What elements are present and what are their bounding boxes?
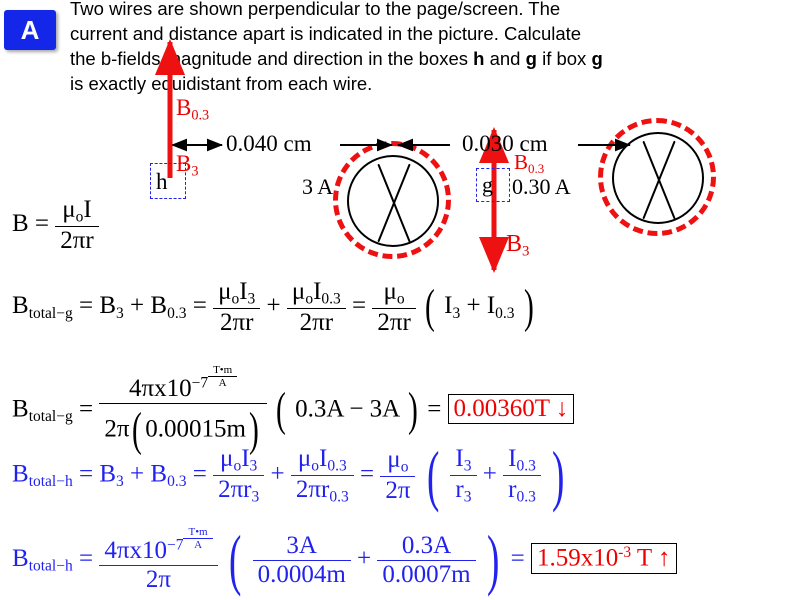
eq3-num-exp: −7	[191, 374, 209, 392]
label-b3-h-sub: 3	[191, 163, 199, 180]
eq4-equals-1: =	[78, 460, 94, 488]
eq4-f2-den-main: 2πr	[295, 476, 330, 504]
eq2-f2-I-sub: 0.3	[321, 290, 341, 308]
eq4-in2-I: I	[508, 445, 517, 473]
eq4-f1-mu-sub: o	[233, 457, 242, 475]
eq2-f1-I-sub: 3	[247, 290, 256, 308]
eq1-numerator	[55, 196, 98, 226]
label-b3-h	[176, 152, 198, 179]
eq4-in1-den	[450, 475, 476, 506]
eq3-den-paren-open: (	[132, 404, 143, 457]
eq4-in2-r-sub: 0.3	[516, 488, 536, 506]
eq4-inner-fraction-1	[450, 445, 476, 506]
eq1-lhs: B =	[12, 210, 50, 238]
label-b3-g	[506, 232, 529, 259]
label-current-left: 3 A	[302, 174, 334, 199]
eq4-in2-num	[503, 445, 541, 475]
eq4-paren-close: )	[552, 438, 565, 513]
eq2-f2-mu: μ	[291, 278, 306, 305]
eq2-inner-plus: +	[466, 292, 481, 320]
eq2-fraction-3	[372, 278, 415, 337]
eq4-term2-sub: 0.3	[167, 473, 187, 491]
eq4-f2-num	[291, 445, 354, 475]
eq5-num-exp: −7	[166, 536, 184, 554]
eq2-f1-den: 2πr	[213, 308, 260, 337]
eq4-f2-I-sub: 0.3	[327, 457, 347, 475]
label-b03-top-sub: 0.3	[191, 107, 210, 124]
prompt-line-4: is exactly equidistant from each wire.	[70, 73, 373, 94]
equation-5	[12, 522, 677, 598]
eq3-paren-open: (	[276, 383, 286, 436]
eq2-plus-2: +	[266, 292, 281, 320]
eq1-current: I	[83, 196, 92, 223]
eq4-term1: B	[99, 460, 117, 488]
eq5-B-sub: total−h	[28, 557, 73, 575]
eq4-equals-3: =	[359, 460, 375, 488]
eq4-in1-I: I	[455, 445, 464, 473]
eq2-I2: I	[486, 292, 496, 320]
eq3-B-sub: total−g	[28, 408, 73, 426]
label-b03-g-main: B	[514, 150, 529, 174]
eq2-I1: I	[444, 292, 453, 320]
eq2-f3-mu: μ	[383, 278, 397, 305]
eq3-equals-2: =	[427, 395, 442, 423]
eq4-inner-plus: +	[482, 460, 497, 488]
eq4-fraction-1	[213, 445, 264, 506]
eq3-equals-1: =	[78, 395, 94, 423]
eq4-B-sub: total−h	[28, 473, 73, 491]
eq2-term1-sub: 3	[116, 304, 124, 322]
equation-2	[12, 278, 537, 337]
eq3-den-paren-close: )	[249, 404, 259, 457]
eq3-units	[208, 364, 237, 390]
eq4-f3-den: 2π	[380, 476, 415, 505]
eq1-denominator: 2πr	[55, 226, 98, 255]
prompt-box-h: h	[473, 48, 485, 69]
eq5-paren-open: (	[228, 522, 242, 598]
prompt-box-g: g	[525, 48, 537, 69]
eq4-f2-mu: μ	[297, 445, 312, 473]
eq2-equals-3: =	[352, 292, 367, 320]
label-box-g-text: g	[482, 172, 493, 197]
eq4-in1-r: r	[455, 476, 464, 504]
eq4-f1-num	[213, 445, 264, 475]
eq3-body: 0.3A − 3A	[295, 395, 399, 423]
eq4-f1-I: I	[241, 445, 250, 473]
eq4-f3-num	[380, 446, 415, 476]
eq4-term1-sub: 3	[116, 473, 124, 491]
eq2-term1: B	[99, 292, 117, 320]
prompt-line-1: Two wires are shown perpendicular to the page/screen. The	[70, 0, 561, 19]
eq2-fraction-2	[287, 278, 346, 337]
label-distance-right: 0.030 cm	[462, 131, 548, 156]
eq2-equals-1: =	[78, 292, 94, 320]
eq5-num-coeff: 4πx10	[104, 537, 167, 565]
eq4-f1-mu: μ	[220, 445, 234, 473]
eq5-equals-1: =	[78, 544, 94, 572]
eq2-f1-mu: μ	[218, 278, 232, 305]
eq3-result-box: 0.00360T ↓	[448, 394, 575, 424]
eq4-f1-den-main: 2πr	[218, 476, 252, 504]
eq3-num-coeff: 4πx10	[128, 375, 192, 403]
eq2-fraction-1	[213, 278, 260, 337]
eq5-fraction	[99, 526, 217, 594]
eq2-f2-mu-sub: o	[305, 290, 314, 308]
equation-1	[12, 196, 99, 255]
eq5-result-units: T ↑	[631, 544, 671, 572]
eq3-den-value: 0.00015m	[145, 415, 246, 443]
eq2-term2-sub: 0.3	[167, 304, 187, 322]
eq3-units-top: T•m	[213, 364, 233, 376]
eq2-f2-den: 2πr	[287, 308, 346, 337]
eq4-f2-den	[291, 475, 354, 506]
eq4-in1-r-sub: 3	[463, 488, 472, 506]
eq5-equals-2: =	[510, 544, 525, 572]
label-box-h-text: h	[156, 169, 168, 194]
eq4-f1-den-sub: 3	[251, 488, 260, 506]
eq1-mu: μ	[62, 196, 76, 223]
eq4-B: B	[12, 460, 29, 488]
eq4-term2: B	[150, 460, 168, 488]
eq4-f3-mu: μ	[387, 446, 401, 474]
eq5-in2-den: 0.0007m	[377, 560, 475, 589]
prompt-box-g2: g	[591, 48, 603, 69]
eq4-in1-I-sub: 3	[463, 457, 472, 475]
prompt-line-3b: and	[484, 48, 526, 69]
label-b3-h-main: B	[176, 151, 192, 176]
eq5-inner-fraction-1	[253, 532, 351, 589]
eq5-result-exp: -3	[618, 544, 632, 562]
eq5-units-top: T•m	[188, 526, 208, 538]
eq5-in1-num: 3A	[286, 531, 317, 559]
eq2-term2: B	[150, 292, 168, 320]
eq3-units-bot: A	[208, 376, 237, 389]
eq4-f3-mu-sub: o	[400, 458, 409, 476]
eq4-in2-r: r	[508, 476, 517, 504]
eq2-f2-num	[287, 278, 346, 308]
eq3-numerator	[99, 364, 266, 403]
eq4-equals-2: =	[192, 460, 207, 488]
eq5-B: B	[12, 544, 29, 572]
eq3-B: B	[12, 395, 29, 423]
eq4-fraction-2	[291, 445, 354, 506]
label-distance-left: 0.040 cm	[226, 131, 312, 156]
eq4-inner-fraction-2	[503, 445, 541, 506]
label-current-right: 0.30 A	[512, 174, 571, 199]
eq2-B: B	[12, 292, 29, 320]
eq4-plus-1: +	[130, 460, 145, 488]
eq5-result-coeff: 1.59x10	[536, 544, 619, 572]
eq2-equals-2: =	[192, 292, 207, 320]
badge-letter: A	[20, 14, 40, 45]
eq2-f3-num	[372, 278, 415, 308]
eq1-fraction	[55, 196, 98, 255]
eq5-in1-den: 0.0004m	[253, 560, 351, 589]
eq4-f2-I: I	[319, 445, 328, 473]
eq4-paren-open: (	[426, 438, 440, 513]
eq2-paren-close: )	[523, 280, 534, 333]
label-b03-g-sub: 0.3	[528, 160, 545, 176]
eq2-plus-1: +	[130, 292, 145, 320]
eq5-numerator	[99, 526, 217, 565]
eq4-in2-I-sub: 0.3	[516, 457, 536, 475]
eq3-den-2pi: 2π	[104, 415, 130, 443]
prompt-line-3a: the b-fields magnitude and direction in the boxes	[70, 48, 474, 69]
eq5-units-bot: A	[183, 538, 212, 551]
label-b03-top-main: B	[176, 95, 192, 120]
eq2-I1-sub: 3	[452, 304, 461, 322]
prompt-line-3c: if box	[536, 48, 592, 69]
eq5-inner-plus: +	[357, 544, 372, 572]
eq2-f3-mu-sub: o	[396, 290, 405, 308]
label-b3-g-sub: 3	[522, 243, 530, 260]
eq4-in2-den	[503, 475, 541, 506]
eq5-result-box	[531, 543, 677, 574]
eq4-f1-den	[213, 475, 264, 506]
eq4-f2-den-sub: 0.3	[329, 488, 349, 506]
eq2-f1-num	[213, 278, 260, 308]
eq4-f2-mu-sub: o	[311, 457, 320, 475]
eq2-f1-mu-sub: o	[231, 290, 240, 308]
eq2-I2-sub: 0.3	[495, 304, 515, 322]
equation-4	[12, 438, 570, 513]
eq3-paren-close: )	[408, 383, 418, 436]
eq5-paren-close: )	[486, 522, 500, 598]
eq4-plus-2: +	[270, 460, 285, 488]
eq5-denominator: 2π	[99, 565, 217, 594]
label-b03-g	[514, 152, 544, 175]
eq2-B-sub: total−g	[28, 304, 73, 322]
eq5-in2-num: 0.3A	[401, 531, 452, 559]
eq2-paren-open: (	[425, 280, 435, 333]
eq4-f1-I-sub: 3	[249, 457, 258, 475]
eq1-mu-sub: o	[75, 208, 84, 226]
label-b3-g-main: B	[506, 231, 523, 257]
eq2-f2-I: I	[313, 278, 322, 305]
eq5-units	[183, 526, 212, 552]
eq2-f3-den: 2πr	[372, 308, 415, 337]
prompt-line-2: current and distance apart is indicated in the picture. Calculate	[70, 23, 582, 44]
label-b03-top	[176, 96, 209, 123]
eq2-f1-I: I	[239, 278, 248, 305]
eq4-fraction-3	[380, 446, 415, 505]
eq4-in1-num	[450, 445, 476, 475]
eq5-inner-fraction-2	[377, 532, 475, 589]
